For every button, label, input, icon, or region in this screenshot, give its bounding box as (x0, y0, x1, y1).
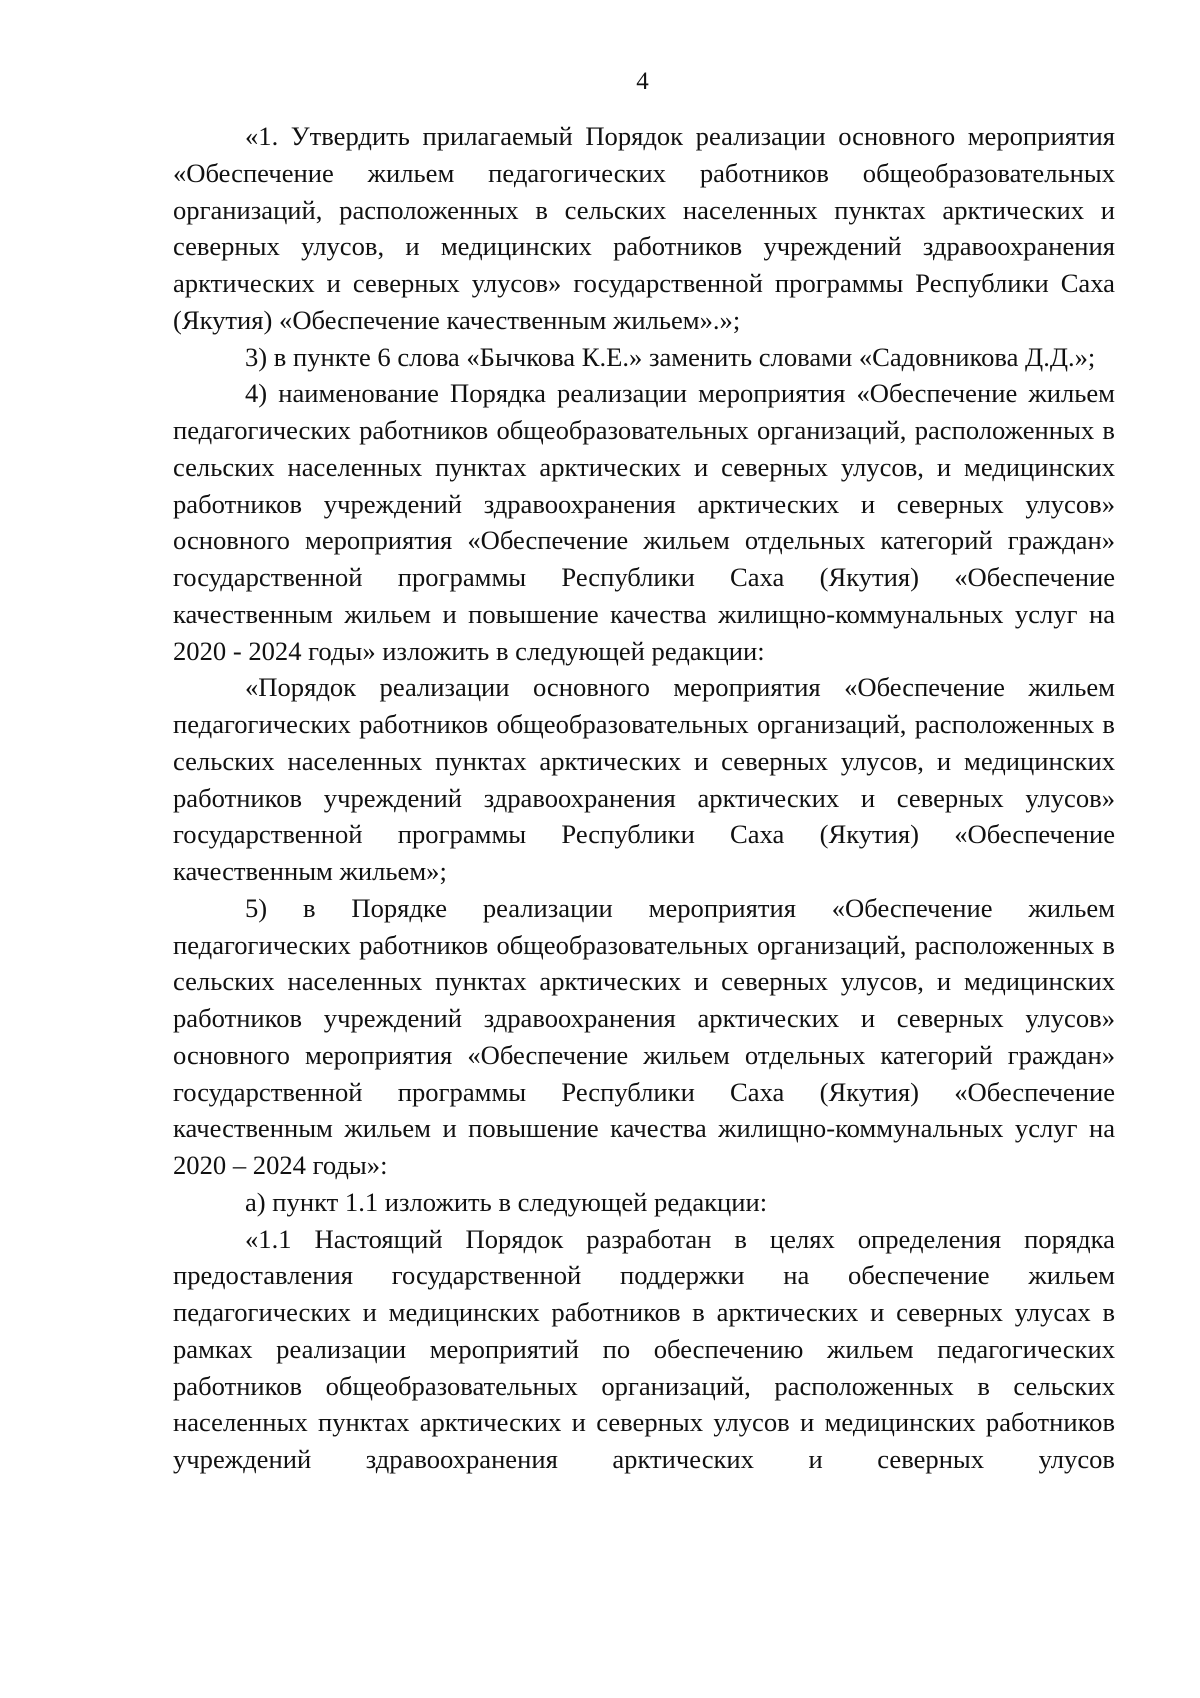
document-body (173, 118, 1115, 1478)
paragraph-new-title: «Порядок реализации основного мероприятия «Обеспечение жильем педагогических работников общеобразовательных организаций, расположенных в сельских населенных пунктах арктических и северных улусов, и медицинских работников учреждений здравоохранения арктических и северных улусов» государственной программы Республики Саха (Якутия) «Обеспечение качественным жильем»; (173, 672, 1115, 886)
paragraph-1-approve-order: «1. Утвердить прилагаемый Порядок реализации основного мероприятия «Обеспечение жильем педагогических работников общеобразовательных организаций, расположенных в сельских населенных пунктах арктических и северных улусов, и медицинских работников учреждений здравоохранения арктических и северных улусов» государственной программы Республики Саха (Якутия) «Обеспечение качественным жильем».»; (173, 121, 1115, 335)
page-number: 4 (636, 68, 649, 95)
paragraph-subitem-a: а) пункт 1.1 изложить в следующей редакции: (245, 1186, 768, 1217)
paragraph-clause-1-1: «1.1 Настоящий Порядок разработан в целях определения порядка предоставления государственной поддержки на обеспечение жильем педагогических и медицинских работников в арктических и северных улусах в рамках реализации мероприятий по обеспечению жильем педагогических работников общеобразовательных организаций, расположенных в сельских населенных пунктах арктических и северных улусов и медицинских работников учреждений здравоохранения арктических и северных улусов (173, 1223, 1115, 1474)
paragraph-item-5: 5) в Порядке реализации мероприятия «Обеспечение жильем педагогических работников общеобразовательных организаций, расположенных в сельских населенных пунктах арктических и северных улусов, и медицинских работников учреждений здравоохранения арктических и северных улусов» основного мероприятия «Обеспечение жильем отдельных категорий граждан» государственной программы Республики Саха (Якутия) «Обеспечение качественным жильем и повышение качества жилищно-коммунальных услуг на 2020 – 2024 годы»: (173, 892, 1115, 1180)
paragraph-item-4: 4) наименование Порядка реализации мероприятия «Обеспечение жильем педагогических работников общеобразовательных организаций, расположенных в сельских населенных пунктах арктических и северных улусов, и медицинских работников учреждений здравоохранения арктических и северных улусов» основного мероприятия «Обеспечение жильем отдельных категорий граждан» государственной программы Республики Саха (Якутия) «Обеспечение качественным жильем и повышение качества жилищно-коммунальных услуг на 2020 - 2024 годы» изложить в следующей редакции: (173, 378, 1115, 666)
paragraph-item-3: 3) в пункте 6 слова «Бычкова К.Е.» заменить словами «Садовникова Д.Д.»; (245, 341, 1096, 372)
